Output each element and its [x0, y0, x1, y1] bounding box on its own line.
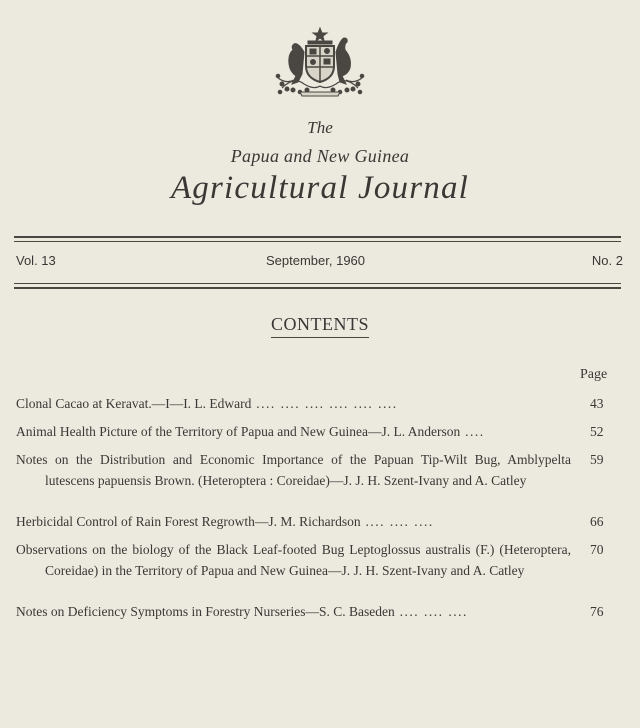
masthead-subtitle: Papua and New Guinea: [230, 146, 410, 166]
entry-page: 76: [590, 604, 604, 619]
contents-entry: [16, 421, 604, 442]
entry-title: Notes on Deficiency Symptoms in Forestry Nurseries—S. C. Baseden: [16, 604, 395, 619]
entry-page: 66: [590, 514, 604, 529]
contents-heading-text: CONTENTS: [271, 314, 369, 338]
contents-entry: [16, 601, 604, 622]
issue-line: [16, 253, 623, 273]
masthead-the: The: [307, 118, 333, 137]
contents-heading: [0, 314, 640, 335]
dot-leader: .... .... ....: [360, 514, 434, 529]
contents-entry: [16, 449, 604, 491]
top-thin-rule: [14, 241, 621, 242]
contents-entry: [16, 393, 604, 414]
entry-page: 52: [590, 424, 604, 439]
page-column-header: Page: [580, 367, 608, 382]
entry-title: Observations on the biology of the Black Leaf-footed Bug Leptoglossus australis (F.) (Heteroptera, Coreidae) in the Territory of Papua and New Guinea—J. J. H. Szent-Ivany and A. Catley: [16, 542, 571, 578]
entry-title: Clonal Cacao at Keravat.—I—I. L. Edward: [16, 396, 252, 411]
bottom-thick-rule: [14, 287, 621, 289]
dot-leader: .... .... .... .... .... ....: [251, 396, 398, 411]
dot-leader: ....: [460, 424, 485, 439]
entry-title: Herbicidal Control of Rain Forest Regrowth—J. M. Richardson: [16, 514, 361, 529]
top-thick-rule: [14, 236, 621, 238]
entry-page: 59: [590, 452, 604, 467]
issue-volume: Vol. 13: [16, 253, 56, 268]
entry-page: 43: [590, 396, 604, 411]
entry-page: 70: [590, 542, 604, 557]
dot-leader: .... .... ....: [394, 604, 468, 619]
masthead-title: Agricultural Journal: [170, 170, 470, 206]
issue-date: September, 1960: [266, 253, 366, 268]
entry-title: Notes on the Distribution and Economic Importance of the Papuan Tip-Wilt Bug, Amblypelta lutescens papuensis Brown. (Heteroptera : Coreidae)—J. J. H. Szent-Ivany and A. Catley: [16, 452, 571, 488]
contents-entry: [16, 511, 604, 532]
entry-title: Animal Health Picture of the Territory of Papua and New Guinea—J. L. Anderson: [16, 424, 461, 439]
issue-number: No. 2: [591, 253, 623, 268]
bottom-thin-rule: [14, 283, 621, 284]
contents-entry: [16, 539, 604, 581]
coat-of-arms-emblem: [274, 26, 366, 98]
